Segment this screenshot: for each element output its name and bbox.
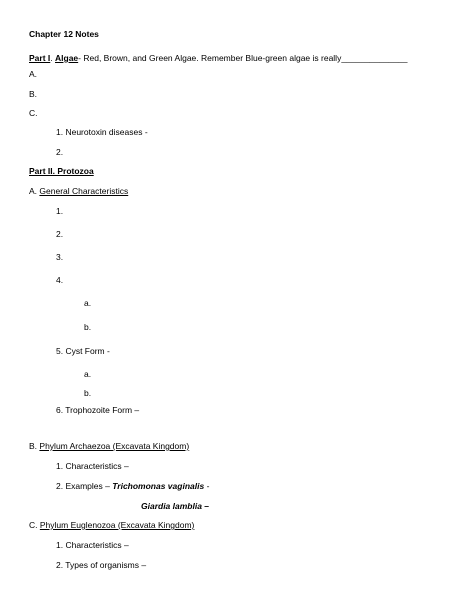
part1-line: [29, 53, 408, 64]
part1-item-c: C.: [29, 108, 38, 118]
gc-item-2: 2.: [56, 229, 64, 239]
gc-item-1: 1.: [56, 206, 64, 216]
section-a-title: General Characteristics: [39, 186, 129, 196]
section-c-prefix: C.: [29, 520, 40, 530]
gc-item-4a: a.: [84, 298, 92, 308]
cyst-form: 5. Cyst Form -: [56, 346, 110, 356]
gc-item-3: 3.: [56, 252, 64, 262]
section-c-types: 2. Types of organisms –: [56, 560, 147, 570]
part1-text: - Red, Brown, and Green Algae. Remember Blue-green algae is really______________: [78, 53, 408, 63]
part2-section-b: [29, 441, 189, 452]
part1-c-item-1: 1. Neurotoxin diseases -: [56, 127, 148, 137]
part1-item-a: A.: [29, 69, 38, 79]
part2-heading: Part II. Protozoa: [29, 166, 94, 176]
part1-separator: .: [50, 53, 55, 63]
section-b-characteristics: 1. Characteristics –: [56, 461, 129, 471]
section-c-title: Phylum Euglenozoa (Excavata Kingdom): [39, 520, 195, 530]
part2-section-c: [29, 520, 194, 531]
example-suffix: -: [204, 481, 210, 491]
section-b-prefix: B.: [29, 441, 40, 451]
part2-section-a: [29, 186, 128, 197]
section-b-title: Phylum Archaezoa (Excavata Kingdom): [39, 441, 190, 451]
gc-item-4: 4.: [56, 275, 64, 285]
part1-item-b: B.: [29, 89, 38, 99]
section-b-examples: [56, 481, 209, 492]
section-a-prefix: A.: [29, 186, 40, 196]
gc-item-4b: b.: [84, 322, 92, 332]
example-giardia: Giardia lamblia –: [141, 501, 210, 511]
part1-c-item-2: 2.: [56, 147, 64, 157]
cyst-form-b: b.: [84, 388, 92, 398]
examples-prefix: 2. Examples –: [56, 481, 113, 491]
example-trichomonas: Trichomonas vaginalis: [112, 481, 205, 491]
part1-topic: Algae: [55, 53, 79, 63]
cyst-form-a: a.: [84, 369, 92, 379]
part1-label: Part I: [29, 53, 51, 63]
section-c-characteristics: 1. Characteristics –: [56, 540, 129, 550]
page-title: Chapter 12 Notes: [29, 29, 99, 39]
trophozoite-form: 6. Trophozoite Form –: [56, 405, 140, 415]
